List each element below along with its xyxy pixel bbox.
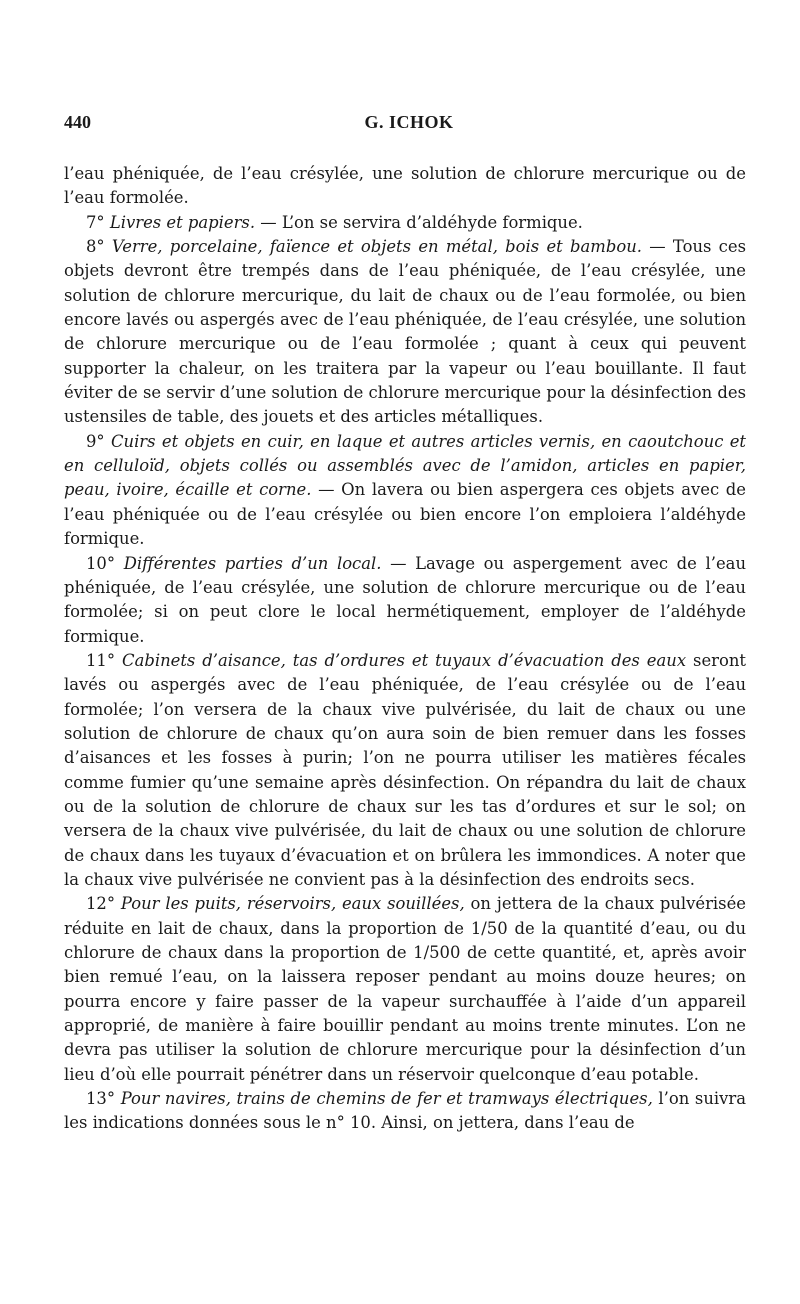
item-title: Livres et papiers. bbox=[109, 212, 256, 232]
item-title: Pour navires, trains de chemins de fer et tramways électriques, bbox=[120, 1089, 653, 1109]
item-title: Cabinets d’aisance, tas d’ordures et tuyaux d’évacuation des eaux bbox=[122, 650, 687, 670]
paragraph-item-10 bbox=[64, 552, 746, 649]
item-number: 10° bbox=[86, 553, 116, 573]
paragraph-text: l’eau phéniquée, de l’eau crésylée, une solution de chlorure mercurique ou de l’eau formolée. bbox=[64, 164, 746, 208]
running-header bbox=[64, 112, 754, 142]
item-number: 9° bbox=[86, 431, 105, 451]
paragraph-item-8 bbox=[64, 235, 746, 430]
item-title: Différentes parties d’un local. bbox=[123, 553, 382, 573]
running-title: G. ICHOK bbox=[364, 112, 454, 132]
page-number: 440 bbox=[64, 112, 91, 132]
item-number: 7° bbox=[86, 212, 105, 232]
item-number: 11° bbox=[86, 650, 116, 670]
item-number: 8° bbox=[86, 237, 105, 257]
paragraph-item-12 bbox=[64, 892, 746, 1087]
paragraph-continued bbox=[64, 162, 746, 211]
item-title: Cuirs et objets en cuir, en laque et autres articles vernis, en caoutchouc et en celluloïd, objets collés ou assemblés avec de l’amidon, articles en papier, peau, ivoire, écaille et corne. bbox=[64, 431, 746, 500]
paragraph-text: seront lavés ou aspergés avec de l’eau phéniquée, de l’eau crésylée ou de l’eau formolée; l’on versera de la chaux vive pulvérisée, du lait de chaux ou une solution de chlorure de chaux qu’on aura soin de bien remuer dans les fosses d’aisances et les fosses à purin; l’on ne pourra utiliser les matières fécales comme fumier qu’une semaine après désinfection. On répandra du lait de chaux ou de la solution de chlorure de chaux sur les tas d’ordures et sur le sol; on versera de la chaux vive pulvérisée, du lait de chaux ou une solution de chlorure de chaux dans les tuyaux d’évacuation et on brûlera les immondices. A noter que la chaux vive pulvérisée ne convient pas à la désinfection des endroits secs. bbox=[64, 650, 746, 889]
paragraph-text: on jettera de la chaux pulvérisée réduite en lait de chaux, dans la proportion de 1/50 de la quantité d’eau, ou du chlorure de chaux dans la proportion de 1/500 de cette quantité, et, après avoir bien remué l’eau, on la laissera reposer pendant au moins douze heures; on pourra encore y faire passer de la vapeur surchauffée à l’aide d’un appareil approprié, de manière à faire bouillir pendant au moins trente minutes. L’on ne devra pas utiliser la solution de chlorure mercurique pour la désinfection d’un lieu d’où elle pourrait pénétrer dans un réservoir quelconque d’eau potable. bbox=[64, 894, 746, 1084]
paragraph-item-9 bbox=[64, 430, 746, 552]
paragraph-text: — L’on se servira d’aldéhyde formique. bbox=[260, 212, 583, 232]
item-number: 13° bbox=[86, 1089, 116, 1109]
item-title: Pour les puits, réservoirs, eaux souillées, bbox=[120, 894, 465, 914]
paragraph-text: — Lavage ou aspergement avec de l’eau phéniquée, de l’eau crésylée, une solution de chlorure mercurique ou de l’eau formolée; si on peut clore le local hermétiquement, employer de l’aldéhyde formique. bbox=[64, 553, 746, 646]
paragraph-item-11 bbox=[64, 649, 746, 892]
paragraph-item-13 bbox=[64, 1087, 746, 1136]
paragraph-item-7 bbox=[64, 211, 746, 235]
item-number: 12° bbox=[86, 894, 116, 914]
paragraph-text: — On lavera ou bien aspergera ces objets avec de l’eau phéniquée ou de l’eau crésylée ou bien encore l’on emploiera l’aldéhyde formique. bbox=[64, 480, 746, 549]
paragraph-text: — Tous ces objets devront être trempés dans de l’eau phéniquée, de l’eau crésylée, une solution de chlorure mercurique, du lait de chaux ou de l’eau formolée, ou bien encore lavés ou aspergés avec de l’eau phéniquée, de l’eau crésylée, une solution de chlorure mercurique ou de l’eau formolée ; quant à ceux qui peuvent supporter la chaleur, on les traitera par la vapeur ou l’eau bouillante. Il faut éviter de se servir d’une solution de chlorure mercurique pour la désinfection des ustensiles de table, des jouets et des articles métalliques. bbox=[64, 237, 746, 427]
body-text bbox=[64, 162, 746, 1136]
paragraph-text: l’on suivra les indications données sous le n° 10. Ainsi, on jettera, dans l’eau de bbox=[64, 1089, 746, 1133]
item-title: Verre, porcelaine, faïence et objets en métal, bois et bambou. bbox=[111, 237, 642, 257]
